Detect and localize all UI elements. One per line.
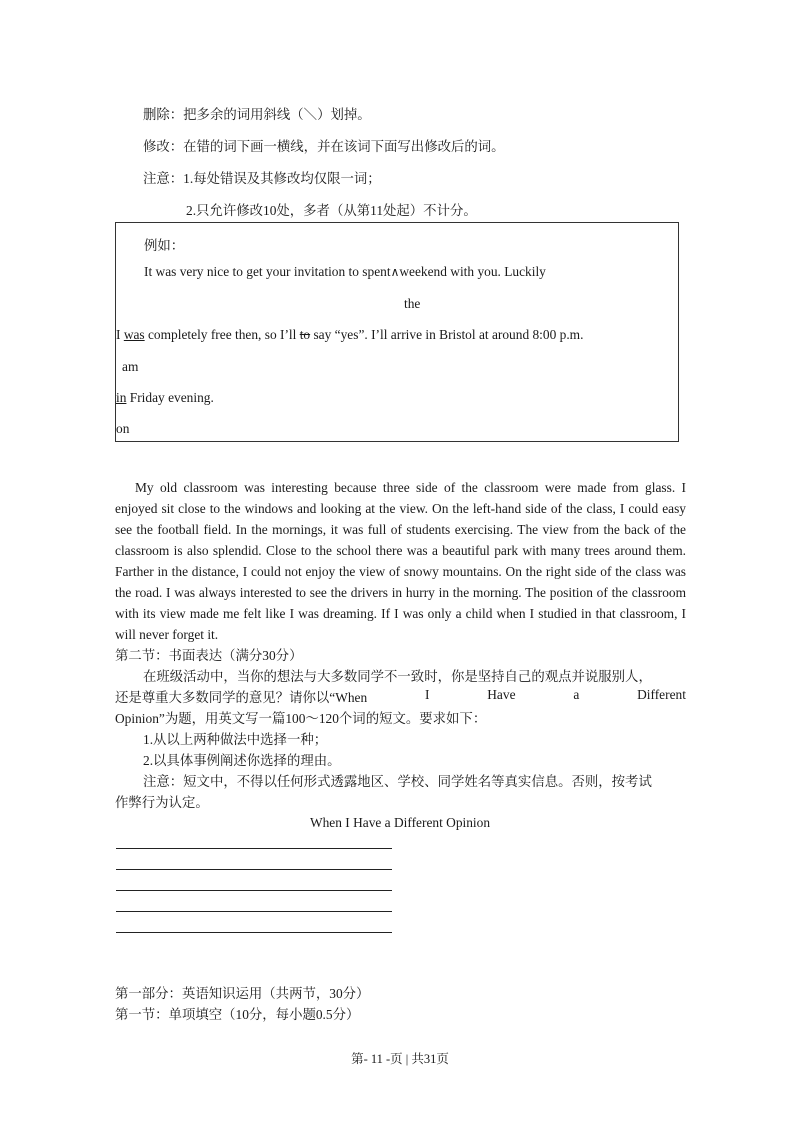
page-footer: 第- 11 -页 | 共31页	[351, 1052, 449, 1066]
requirement-2: 2.以具体事例阐述你选择的理由。	[143, 753, 341, 768]
section-1-heading: 第一节：单项填空（10分，每小题0.5分）	[115, 1007, 360, 1022]
answer-line[interactable]	[116, 890, 392, 891]
underlined-error: in	[116, 390, 127, 405]
rule-delete: 删除：把多余的词用斜线（＼）划掉。	[143, 107, 371, 122]
answer-line[interactable]	[116, 911, 392, 912]
correction-on: on	[116, 421, 130, 436]
section-2-heading: 第二节：书面表达（满分30分）	[115, 648, 303, 663]
example-line-1: It was very nice to get your invitation to spent∧weekend with you. Luckily	[144, 264, 546, 279]
example-line-2: I was completely free then, so I’ll to say “yes”. I’ll arrive in Bristol at around 8:00 p.m.	[116, 327, 584, 342]
insert-correction: the	[404, 296, 421, 311]
prompt-line-3: Opinion”为题，用英文写一篇100～120个词的短文。要求如下：	[115, 711, 487, 726]
rule-note-2: 2.只允许修改10处，多者（从第11处起）不计分。	[186, 203, 477, 218]
example-label: 例如：	[144, 238, 185, 253]
rule-modify: 修改：在错的词下画一横线，并在该词下面写出修改后的词。	[143, 139, 505, 154]
requirement-1: 1.从以上两种做法中选择一种；	[143, 732, 328, 747]
note-line-2: 作弊行为认定。	[115, 795, 209, 810]
essay-title: When I Have a Different Opinion	[309, 815, 491, 830]
example-box	[115, 222, 679, 442]
part-1-heading: 第一部分：英语知识运用（共两节，30分）	[115, 986, 370, 1001]
prompt-line-2: 还是尊重大多数同学的意见？请你以“When I Have a Different	[115, 687, 686, 705]
answer-line[interactable]	[116, 869, 392, 870]
example-line-3: in Friday evening.	[116, 390, 214, 405]
answer-line[interactable]	[116, 932, 392, 933]
correction-am: am	[122, 359, 139, 374]
prompt-line-1: 在班级活动中，当你的想法与大多数同学不一致时，你是坚持自己的观点并说服别人，	[143, 669, 652, 684]
answer-line[interactable]	[116, 848, 392, 849]
insert-caret: ∧	[390, 265, 400, 279]
rule-note-1: 注意：1.每处错误及其修改均仅限一词；	[143, 171, 381, 186]
underlined-error: was	[123, 327, 145, 342]
struck-word: to	[299, 327, 311, 342]
note-line-1: 注意：短文中，不得以任何形式透露地区、学校、同学姓名等真实信息。否则，按考试	[143, 774, 652, 789]
error-correction-passage: My old classroom was interesting because three side of the classroom were made from glass. I enjoyed sit close to the windows and looking at the view. On the left-hand side of the class, I could easy see the football field. In the mornings, it was full of students exercising. The view from the back of the classroom is also splendid. Close to the school there was a beautiful park with many trees around them. Farther in the distance, I could not enjoy the view of snowy mountains. On the right side of the class was the road. I was always interested to see the drivers in hurry in the morning. The position of the classroom with its view made me felt like I was dreaming. If I was only a child when I studied in that classroom, I will never forget it.	[115, 480, 686, 642]
